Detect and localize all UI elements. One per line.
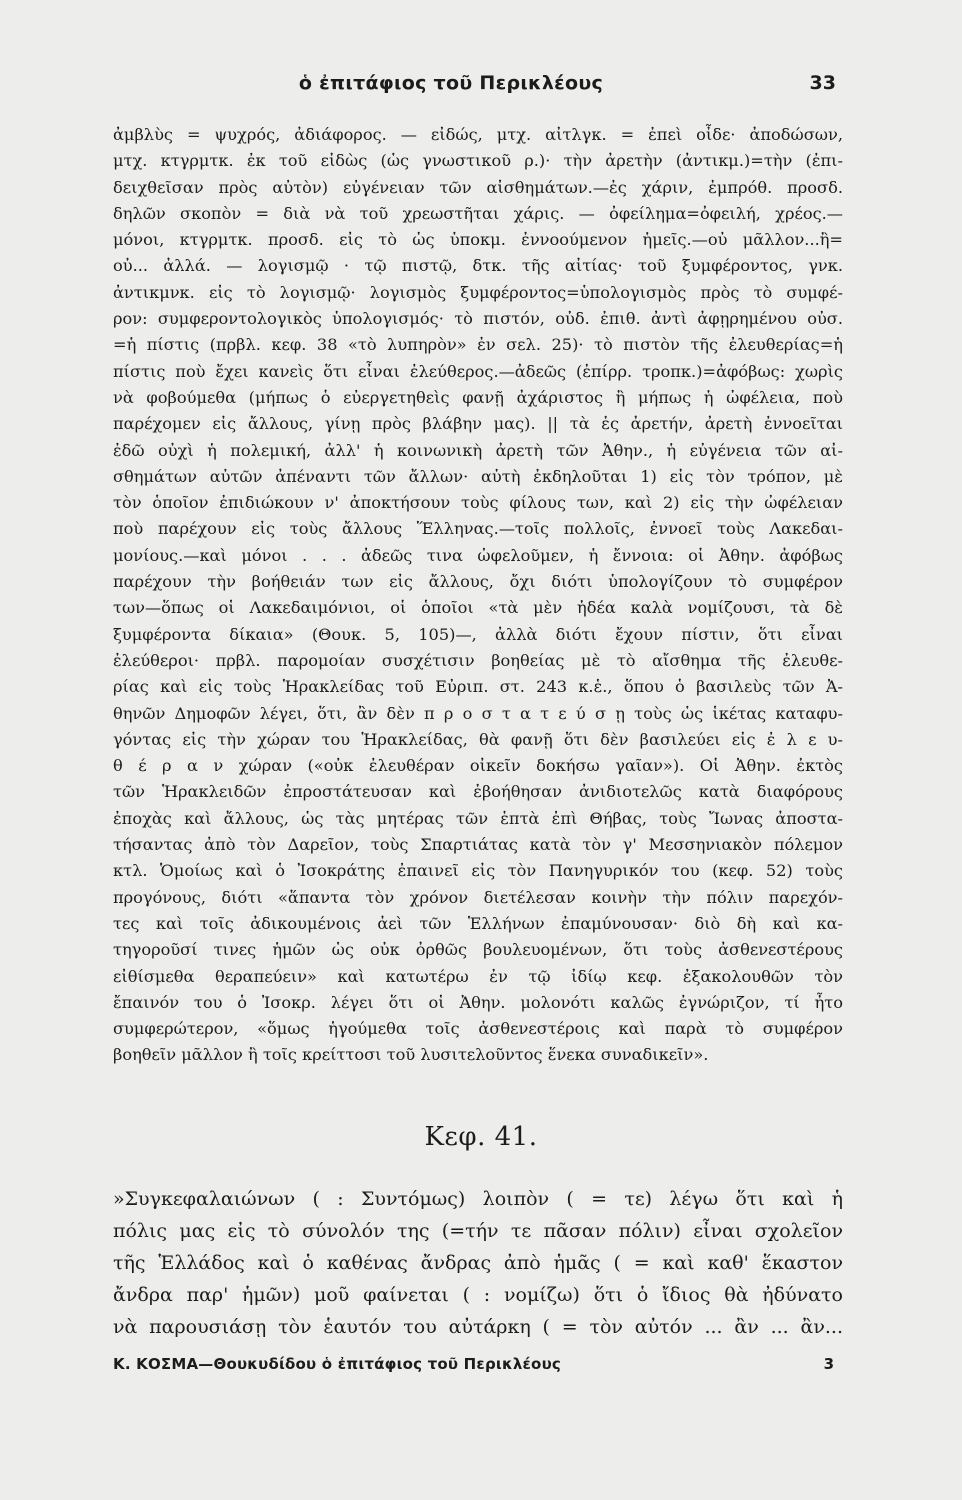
- translation-line: ἄνδρα παρ' ἡμῶν) μοῦ φαίνεται ( : νομίζω) ὅτι ὁ ἴδιος θὰ ἠδύνατο: [113, 1284, 843, 1306]
- note-line: συμφερώτερον, «ὅμως ἡγούμεθα τοῖς ἀσθενεστέροις καὶ παρὰ τὸ συμφέρον: [113, 1019, 843, 1039]
- note-line: πίστις ποὺ ἔχει κανεὶς ὅτι εἶναι ἐλεύθερος.—ἀδεῶς (ἐπίρρ. τροπκ.)=ἀφόβως: χωρὶς: [113, 361, 843, 381]
- note-line: μονίους.—καὶ μόνοι . . . ἀδεῶς τινα ὠφελοῦμεν, ἡ ἔννοια: οἱ Ἀθην. ἀφόβως: [113, 545, 843, 565]
- note-line: μτχ. κτγρμτκ. ἐκ τοῦ εἰδὼς (ὡς γνωστικοῦ ρ.)· τὴν ἀρετὴν (ἀντικμ.)=τὴν (ἐπι-: [113, 151, 843, 171]
- note-line: ἐποχὰς καὶ ἄλλους, ὡς τὰς μητέρας τῶν ἑπτὰ ἐπὶ Θήβας, τοὺς Ἴωνας ἀποστα-: [113, 808, 843, 828]
- note-line: τὸν ὁποῖον ἐπιδιώκουν ν' ἀποκτήσουν τοὺς φίλους των, καὶ 2) εἰς τὴν ὠφέλειαν: [113, 493, 843, 513]
- commentary-notes: [113, 122, 843, 1069]
- note-line: τήσαντας ἀπὸ τὸν Δαρεῖον, τοὺς Σπαρτιάτας κατὰ τὸν γ' Μεσσηνιακὸν πόλεμον: [113, 835, 843, 855]
- note-line: δειχθεῖσαν πρὸς αὐτὸν) εὐγένειαν τῶν αἰσθημάτων.—ἐς χάριν, ἐμπρόθ. προσδ.: [113, 177, 843, 197]
- note-line: κτλ. Ὁμοίως καὶ ὁ Ἰσοκράτης ἐπαινεῖ εἰς τὸν Πανηγυρικόν του (κεφ. 52) τοὺς: [113, 861, 843, 881]
- note-line: =ἡ πίστις (πρβλ. κεφ. 38 «τὸ λυπηρὸν» ἐν σελ. 25)· τὸ πιστὸν τῆς ἐλευθερίας=ἡ: [113, 335, 843, 355]
- note-line: τηγοροῦσί τινες ἡμῶν ὡς οὐκ ὀρθῶς βουλευομένων, ὅτι τοὺς ἀσθενεστέρους: [113, 940, 843, 960]
- footer-imprint: Κ. ΚΟΣΜΑ—Θουκυδίδου ὁ ἐπιτάφιος τοῦ Περικλέους: [113, 1355, 561, 1373]
- note-line: ρον: συμφεροντολογικὸς ὑπολογισμός· τὸ πιστόν, οὐδ. ἐπιθ. ἀντὶ ἀφῃρημένου οὐσ.: [113, 309, 843, 329]
- note-line: ἔπαινόν του ὁ Ἰσοκρ. λέγει ὅτι οἱ Ἀθην. μολονότι καλῶς ἐγνώριζον, τί ἦτο: [113, 992, 843, 1012]
- note-line: οὐ... ἀλλά. — λογισμῷ · τῷ πιστῷ, δτκ. τῆς αἰτίας· τοῦ ξυμφέροντος, γνκ.: [113, 256, 843, 276]
- note-line: ἐδῶ οὐχὶ ἡ πολεμική, ἀλλ' ἡ κοινωνικὴ ἀρετὴ τῶν Ἀθην., ἡ εὐγένεια τῶν αἰ-: [113, 440, 843, 460]
- note-line: παρέχομεν εἰς ἄλλους, γίνῃ πρὸς βλάβην μας). || τὰ ἐς ἀρετήν, ἀρετὴ ἐννοεῖται: [113, 414, 843, 434]
- note-line: βοηθεῖν μᾶλλον ἢ τοῖς κρείττοσι τοῦ λυσιτελοῦντος ἕνεκα συναδικεῖν».: [113, 1045, 709, 1065]
- note-line: ξυμφέροντα δίκαια» (Θουκ. 5, 105)—, ἀλλὰ διότι ἔχουν πίστιν, ὅτι εἶναι: [113, 624, 843, 644]
- translation-line: πόλις μας εἰς τὸ σύνολόν της (=τήν τε πᾶσαν πόλιν) εἶναι σχολεῖον: [113, 1220, 843, 1242]
- note-line: ποὺ παρέχουν εἰς τοὺς ἄλλους Ἕλληνας.—τοῖς πολλοῖς, ἐννοεῖ τοὺς Λακεδαι-: [113, 519, 843, 539]
- note-line: ἀμβλὺς = ψυχρός, ἀδιάφορος. — εἰδώς, μτχ. αἰτλγκ. = ἐπεὶ οἶδε· ἀποδώσων,: [113, 125, 843, 144]
- note-line: θηνῶν Δημοφῶν λέγει, ὅτι, ἂν δὲν π ρ ο σ τ α τ ε ύ σ ῃ τοὺς ὡς ἱκέτας καταφυ-: [113, 703, 843, 723]
- note-line: εἰθίσμεθα θεραπεύειν» καὶ κατωτέρω ἐν τῷ ἰδίῳ κεφ. ἐξακολουθῶν τὸν: [113, 966, 843, 986]
- note-line: των—ὅπως οἱ Λακεδαιμόνιοι, οἱ ὁποῖοι «τὰ μὲν ἡδέα καλὰ νομίζουσι, τὰ δὲ: [113, 598, 843, 618]
- translation-line: τῆς Ἑλλάδος καὶ ὁ καθένας ἄνδρας ἀπὸ ἡμᾶς ( = καὶ καθ' ἕκαστον: [113, 1252, 843, 1274]
- note-line: νὰ φοβούμεθα (μήπως ὁ εὐεργετηθεὶς φανῇ ἀχάριστος ἢ μήπως ἡ ὠφέλεια, ποὺ: [113, 387, 843, 407]
- note-line: τῶν Ἡρακλειδῶν ἐπροστάτευσαν καὶ ἐβοήθησαν ἀνιδιοτελῶς κατὰ διαφόρους: [113, 782, 843, 802]
- translation-text: [113, 1183, 843, 1343]
- translation-line: νὰ παρουσιάσῃ τὸν ἑαυτόν του αὐτάρκη ( = τὸν αὐτόν ... ἂν ... ἂν...: [113, 1316, 843, 1338]
- note-line: προγόνους, διότι «ἅπαντα τὸν χρόνον διετέλεσαν κοινὴν τὴν πόλιν παρεχόν-: [113, 887, 843, 907]
- chapter-heading: Κεφ. 41.: [424, 1122, 538, 1152]
- note-line: παρέχουν τὴν βοήθειάν των εἰς ἄλλους, ὄχι διότι ὑπολογίζουν τὸ συμφέρον: [113, 572, 843, 592]
- translation-line: »Συγκεφαλαιώνων ( : Συντόμως) λοιπὸν ( = τε) λέγω ὅτι καὶ ἡ: [113, 1188, 843, 1210]
- signature-mark: 3: [823, 1355, 834, 1373]
- note-line: ρίας καὶ εἰς τοὺς Ἡρακλείδας τοῦ Εὐριπ. στ. 243 κ.ἑ., ὅπου ὁ βασιλεὺς τῶν Ἀ-: [113, 677, 843, 697]
- running-title: ὁ ἐπιτάφιος τοῦ Περικλέους: [298, 72, 604, 94]
- note-line: ἐλεύθεροι· πρβλ. παρομοίαν συσχέτισιν βοηθείας μὲ τὸ αἴσθημα τῆς ἐλευθε-: [113, 650, 843, 670]
- note-line: γόντας εἰς τὴν χώραν του Ἡρακλείδας, θὰ φανῇ ὅτι δὲν βασιλεύει εἰς ἐ λ ε υ-: [113, 729, 843, 749]
- note-line: τες καὶ τοῖς ἀδικουμένοις ἀεὶ τῶν Ἑλλήνων ἐπαμύνουσαν· διὸ δὴ καὶ κα-: [113, 913, 843, 933]
- page-number: 33: [809, 72, 836, 94]
- note-line: δηλῶν σκοπὸν = διὰ νὰ τοῦ χρεωστῆται χάρις. — ὀφείλημα=ὀφειλή, χρέος.—: [113, 203, 843, 223]
- note-line: θ έ ρ α ν χώραν («οὐκ ἐλευθέραν οἰκεῖν δοκήσω γαῖαν»). Οἱ Ἀθην. ἐκτὸς: [113, 756, 843, 776]
- note-line: μόνοι, κτγρμτκ. προσδ. εἰς τὸ ὡς ὑποκμ. ἐννοούμενον ἡμεῖς.—οὐ μᾶλλον...ἢ=: [113, 230, 843, 250]
- note-line: ἀντικμνκ. εἰς τὸ λογισμῷ· λογισμὸς ξυμφέροντος=ὑπολογισμὸς πρὸς τὸ συμφέ-: [113, 282, 843, 302]
- note-line: σθημάτων αὐτῶν ἀπέναντι τῶν ἄλλων· αὐτὴ ἐκδηλοῦται 1) εἰς τὸν τρόπον, μὲ: [113, 466, 843, 486]
